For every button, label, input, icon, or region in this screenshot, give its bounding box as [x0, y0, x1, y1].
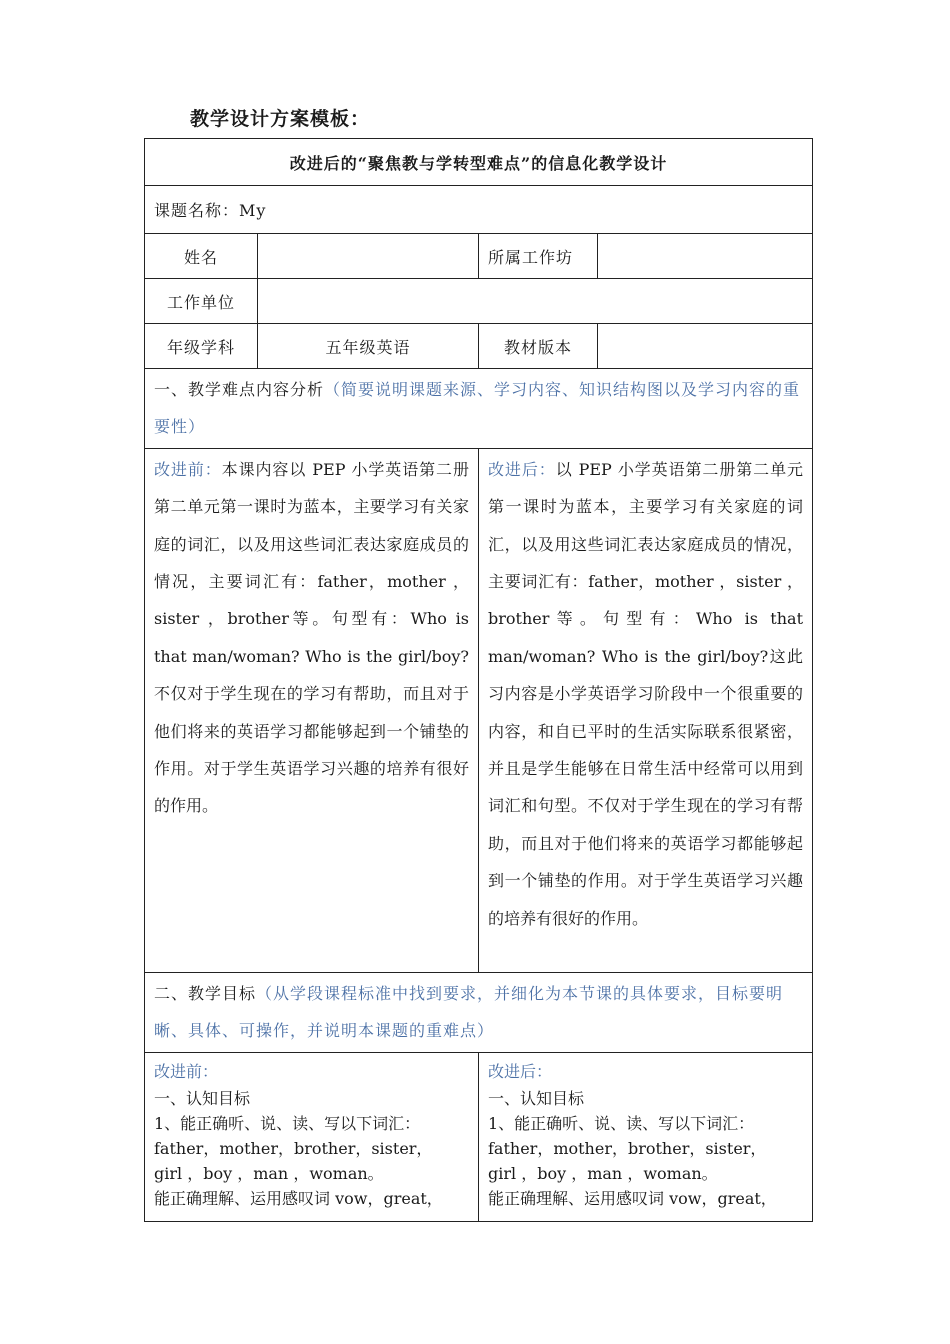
section2-note: （从学段课程标准中找到要求，并细化为本节课的具体要求，目标要明晰、具体、可操作，并说明本课题的重难点）	[154, 983, 784, 1041]
section1-header-row	[145, 369, 813, 449]
section1-after-cell	[479, 448, 813, 972]
workshop-value[interactable]	[598, 234, 813, 279]
section1-after-label: 改进后：	[488, 459, 556, 479]
unit-label: 工作单位	[145, 279, 258, 324]
section2-header	[145, 972, 813, 1052]
form-title: 改进后的“聚焦教与学转型难点”的信息化教学设计	[145, 139, 813, 186]
section2-after-cell	[479, 1052, 813, 1221]
section2-before-cell	[145, 1052, 479, 1221]
course-name-value: My	[239, 201, 267, 220]
section2-title: 二、教学目标	[154, 983, 257, 1003]
section2-content-row	[145, 1052, 813, 1221]
section2-after-line: 一、认知目标	[488, 1088, 585, 1108]
section1-content-row	[145, 448, 813, 972]
section2-before-line: 一、认知目标	[154, 1088, 251, 1108]
unit-row	[145, 279, 813, 324]
section1-note: （简要说明课题来源、学习内容、知识结构图以及学习内容的重要性）	[154, 380, 801, 437]
section2-before-line: father，mother，brother，sister，	[154, 1138, 433, 1158]
section2-before-line: 能正确理解、运用感叹词 vow，great，	[154, 1188, 443, 1208]
title-row	[145, 139, 813, 186]
course-name-label: 课题名称：	[154, 201, 240, 220]
section2-before-line: 1、能正确听、说、读、写以下词汇：	[154, 1113, 421, 1133]
page-heading: 教学设计方案模板：	[190, 108, 371, 130]
section2-before-label: 改进前：	[154, 1061, 219, 1081]
name-value[interactable]	[258, 234, 479, 279]
course-row	[145, 186, 813, 234]
section1-after-text: 以 PEP 小学英语第二册第二单元第一课时为蓝本，主要学习有关家庭的词汇，以及用这些词汇表达家庭成员的情况，主要词汇有：father，mother ，sister ，brother等。句型有：Who is that man/woman? Who is the girl/boy?这此习内容是小学英语学习阶段中一个很重要的内容，和自已平时的生活实际联系很紧密，并且是学生能够在日常生活中经常可以用到词汇和句型。不仅对于学生现在的学习有帮助，而且对于他们将来的英语学习都能够起到一个铺垫的作用。对于学生英语学习兴趣的培养有很好的作用。	[488, 459, 804, 928]
section2-header-row	[145, 972, 813, 1052]
grade-label: 年级学科	[145, 324, 258, 369]
name-row	[145, 234, 813, 279]
name-label: 姓名	[145, 234, 258, 279]
edition-value[interactable]	[598, 324, 813, 369]
form-table	[144, 138, 813, 1222]
section2-before-line: girl ，boy ，man ，woman。	[154, 1163, 384, 1183]
grade-value[interactable]: 五年级英语	[258, 324, 479, 369]
unit-value[interactable]	[258, 279, 813, 324]
section2-after-label: 改进后：	[488, 1061, 553, 1081]
section2-after-line: father，mother，brother，sister，	[488, 1138, 767, 1158]
section2-after-line: 能正确理解、运用感叹词 vow，great，	[488, 1188, 777, 1208]
section2-after-line: girl ，boy ，man ，woman。	[488, 1163, 718, 1183]
workshop-label: 所属工作坊	[479, 234, 598, 279]
section1-header	[145, 369, 813, 449]
lesson-plan-form	[144, 138, 812, 1222]
section1-before-label: 改进前：	[154, 459, 222, 479]
grade-row	[145, 324, 813, 369]
section1-before-cell	[145, 448, 479, 972]
course-name-cell	[145, 186, 813, 234]
section1-before-text: 本课内容以 PEP 小学英语第二册第二单元第一课时为蓝本，主要学习有关家庭的词汇，以及用这些词汇表达家庭成员的情况，主要词汇有：father，mother ，sister ，brother等。句型有：Who is that man/woman? Who is the girl/boy?不仅对于学生现在的学习有帮助，而且对于他们将来的英语学习都能够起到一个铺垫的作用。对于学生英语学习兴趣的培养有很好的作用。	[154, 459, 469, 816]
section1-title: 一、教学难点内容分析	[154, 380, 325, 399]
section2-after-line: 1、能正确听、说、读、写以下词汇：	[488, 1113, 755, 1133]
edition-label: 教材版本	[479, 324, 598, 369]
